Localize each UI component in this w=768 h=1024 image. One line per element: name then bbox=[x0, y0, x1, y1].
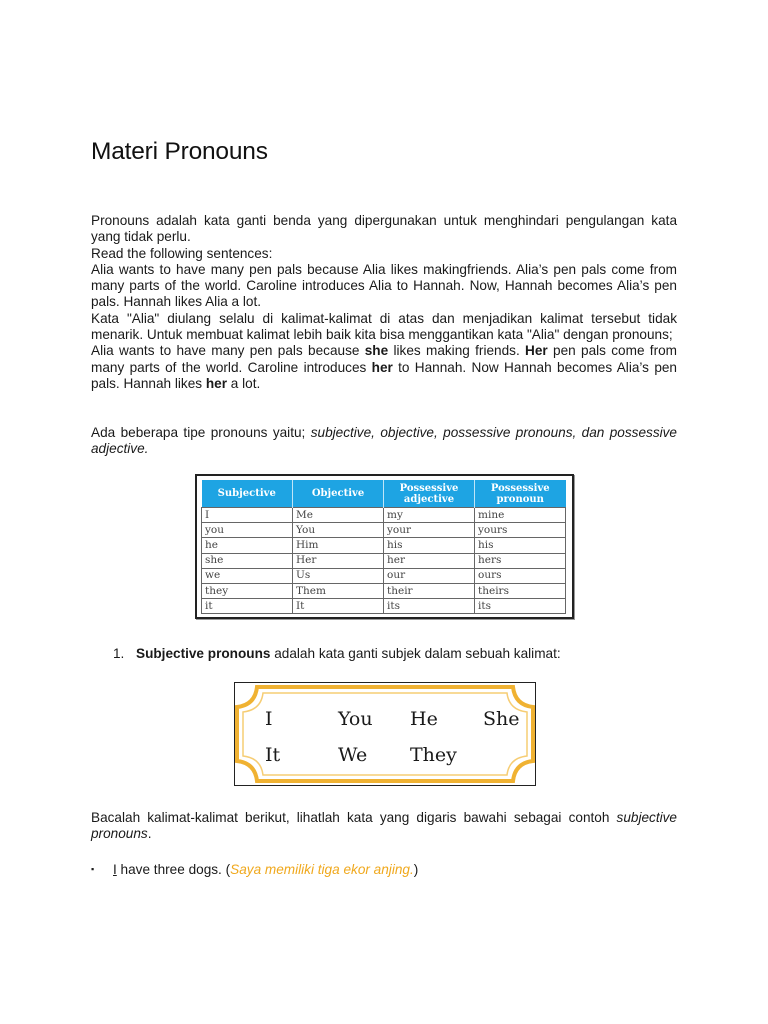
cell: hers bbox=[475, 553, 566, 568]
table-row bbox=[202, 538, 566, 553]
pronoun-word: We bbox=[338, 744, 368, 766]
cell: Them bbox=[293, 583, 384, 598]
pronoun-word: They bbox=[410, 744, 457, 766]
cell: It bbox=[293, 599, 384, 614]
cell: our bbox=[384, 568, 475, 583]
text: Alia wants to have many pen pals because bbox=[91, 343, 365, 359]
cell: Us bbox=[293, 568, 384, 583]
instruction-italic: subjective pronouns bbox=[91, 810, 677, 842]
pronoun-word: It bbox=[265, 744, 281, 766]
page-title: Materi Pronouns bbox=[91, 138, 268, 165]
example-sentence: have three dogs. ( bbox=[116, 862, 231, 877]
cell: Me bbox=[293, 508, 384, 523]
cell: Him bbox=[293, 538, 384, 553]
pronoun-word: He bbox=[410, 708, 438, 730]
example-close: ) bbox=[413, 862, 419, 877]
intro-definition: Pronouns adalah kata ganti benda yang dipergunakan untuk menghindari pengulangan kata yang tidak perlu. bbox=[91, 213, 677, 245]
table-row bbox=[202, 583, 566, 598]
header-possessive-adjective: Possessive adjective bbox=[384, 480, 475, 508]
pronoun-word: She bbox=[483, 708, 520, 730]
cell: we bbox=[202, 568, 293, 583]
pronoun-highlight: she bbox=[364, 343, 389, 359]
subjective-pronouns-frame-image bbox=[234, 682, 536, 786]
cell: its bbox=[384, 599, 475, 614]
cell: her bbox=[384, 553, 475, 568]
intro-section bbox=[91, 213, 677, 392]
section-subjective-pronouns bbox=[113, 646, 561, 661]
cell: his bbox=[475, 538, 566, 553]
cell: they bbox=[202, 583, 293, 598]
cell: theirs bbox=[475, 583, 566, 598]
header-objective: Objective bbox=[293, 480, 384, 508]
cell: You bbox=[293, 523, 384, 538]
cell: their bbox=[384, 583, 475, 598]
table-row bbox=[202, 508, 566, 523]
text: likes making friends. bbox=[388, 343, 526, 359]
cell: yours bbox=[475, 523, 566, 538]
text: to Hannah. Now Hannah becomes Alia’s pen pals. Hannah likes bbox=[91, 359, 677, 391]
pronoun-highlight: her bbox=[205, 375, 228, 391]
header-possessive-pronoun: Possessive pronoun bbox=[475, 480, 566, 508]
list-number: 1. bbox=[113, 646, 125, 661]
types-lead: Ada beberapa tipe pronouns yaitu; bbox=[91, 425, 311, 440]
table-row bbox=[202, 599, 566, 614]
table-header-row bbox=[202, 480, 566, 508]
bullet-icon: ▪ bbox=[91, 864, 95, 874]
cell: it bbox=[202, 599, 293, 614]
cell: I bbox=[202, 508, 293, 523]
cell: she bbox=[202, 553, 293, 568]
cell: your bbox=[384, 523, 475, 538]
header-subjective: Subjective bbox=[202, 480, 293, 508]
pronoun-table-image bbox=[195, 474, 574, 619]
cell: my bbox=[384, 508, 475, 523]
instruction-end: . bbox=[147, 826, 152, 842]
underlined-pronoun: I bbox=[113, 862, 117, 877]
cell: ours bbox=[475, 568, 566, 583]
pronoun-word: I bbox=[265, 708, 273, 730]
types-list: subjective, objective, possessive pronouns, dan possessive adjective. bbox=[91, 425, 677, 457]
cell: his bbox=[384, 538, 475, 553]
pronoun-table bbox=[201, 480, 566, 614]
instruction-paragraph bbox=[91, 810, 677, 843]
section-term: Subjective pronouns bbox=[136, 646, 271, 661]
table-row bbox=[202, 523, 566, 538]
text: pen pals come from many parts of the world. Caroline introduces bbox=[91, 343, 677, 375]
cell: Her bbox=[293, 553, 384, 568]
cell: he bbox=[202, 538, 293, 553]
cell: its bbox=[475, 599, 566, 614]
example-original: Alia wants to have many pen pals because Alia likes makingfriends. Alia’s pen pals come from many parts of the world. Caroline introduces Alia to Hannah. Now, Hannah becomes Alia’s pen pals. Hannah likes Alia a lot. bbox=[91, 261, 677, 310]
pronoun-word: You bbox=[338, 708, 373, 730]
example-revised bbox=[91, 343, 677, 392]
table-row bbox=[202, 553, 566, 568]
pronoun-highlight: her bbox=[371, 359, 393, 375]
types-paragraph bbox=[91, 425, 677, 458]
section-definition: adalah kata ganti subjek dalam sebuah kalimat: bbox=[270, 646, 561, 661]
intro-instruction: Read the following sentences: bbox=[91, 245, 273, 261]
ornate-frame-icon bbox=[235, 683, 535, 785]
instruction-text: Bacalah kalimat-kalimat berikut, lihatlah kata yang digaris bawahi sebagai contoh bbox=[91, 810, 617, 825]
table-row bbox=[202, 568, 566, 583]
cell: you bbox=[202, 523, 293, 538]
example-translation: Saya memiliki tiga ekor anjing. bbox=[230, 862, 414, 877]
cell: mine bbox=[475, 508, 566, 523]
explanation: Kata "Alia" diulang selalu di kalimat-kalimat di atas dan menjadikan kalimat tersebut tidak menarik. Untuk membuat kalimat lebih baik kita bisa menggantikan kata "Alia" dengan pronouns; bbox=[91, 310, 677, 343]
pronoun-highlight: Her bbox=[525, 343, 548, 359]
example-list-item bbox=[91, 862, 418, 877]
text: a lot. bbox=[227, 375, 261, 391]
